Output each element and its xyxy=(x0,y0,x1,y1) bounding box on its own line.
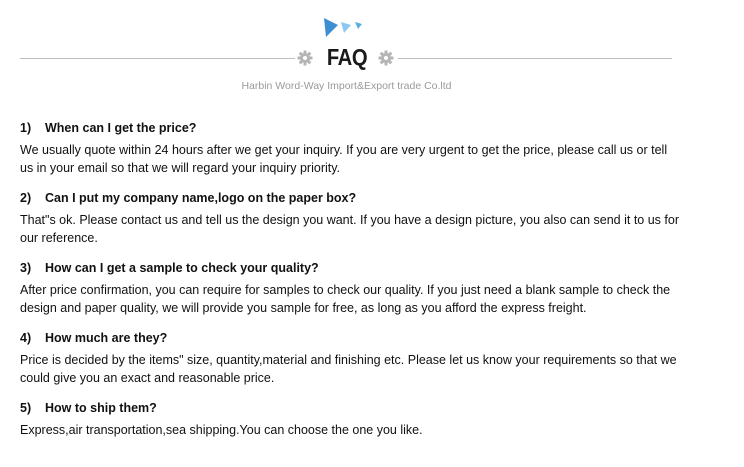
faq-answer: After price confirmation, you can require for samples to check our quality. If you just need a blank sample to check the design and paper quality, we will provide you sample for free, as long as you afford the express freight. xyxy=(20,283,671,315)
faq-item xyxy=(20,120,720,177)
question-text: When can I get the price? xyxy=(45,121,197,135)
gear-icon xyxy=(378,50,394,66)
faq-question xyxy=(20,400,720,417)
faq-question xyxy=(20,120,720,137)
triangle-logo-icon xyxy=(322,16,372,38)
divider-line-left xyxy=(20,58,295,59)
faq-question xyxy=(20,260,720,277)
faq-answer: We usually quote within 24 hours after we get your inquiry. If you are very urgent to get the price, please call us or tell us in your email so that we will regard your inquiry priority. xyxy=(20,143,668,175)
question-text: How can I get a sample to check your quality? xyxy=(45,261,319,275)
faq-answer: That"s ok. Please contact us and tell us the design you want. If you have a design picture, you also can send it to us for our reference. xyxy=(20,213,679,245)
faq-answer: Express,air transportation,sea shipping.You can choose the one you like. xyxy=(20,423,423,437)
gear-icon xyxy=(297,50,313,66)
faq-item xyxy=(20,260,720,317)
page-title: FAQ xyxy=(326,44,368,70)
question-number: 1) xyxy=(20,121,32,135)
question-text: How to ship them? xyxy=(45,401,157,415)
question-number: 4) xyxy=(20,331,32,345)
question-number: 5) xyxy=(20,401,32,415)
question-text: How much are they? xyxy=(45,331,168,345)
faq-header xyxy=(0,0,744,100)
question-text: Can I put my company name,logo on the paper box? xyxy=(45,191,357,205)
faq-question xyxy=(20,330,720,347)
question-number: 3) xyxy=(20,261,32,275)
faq-answer: Price is decided by the items" size, quantity,material and finishing etc. Please let us know your requirements so that we could give you an exact and reasonable price. xyxy=(20,353,677,385)
question-number: 2) xyxy=(20,191,32,205)
faq-question xyxy=(20,190,720,207)
faq-item xyxy=(20,190,720,247)
faq-item xyxy=(20,400,720,440)
faq-item xyxy=(20,330,720,387)
divider-line-right xyxy=(398,58,672,59)
company-name: Harbin Word-Way Import&Export trade Co.ltd xyxy=(241,80,452,92)
